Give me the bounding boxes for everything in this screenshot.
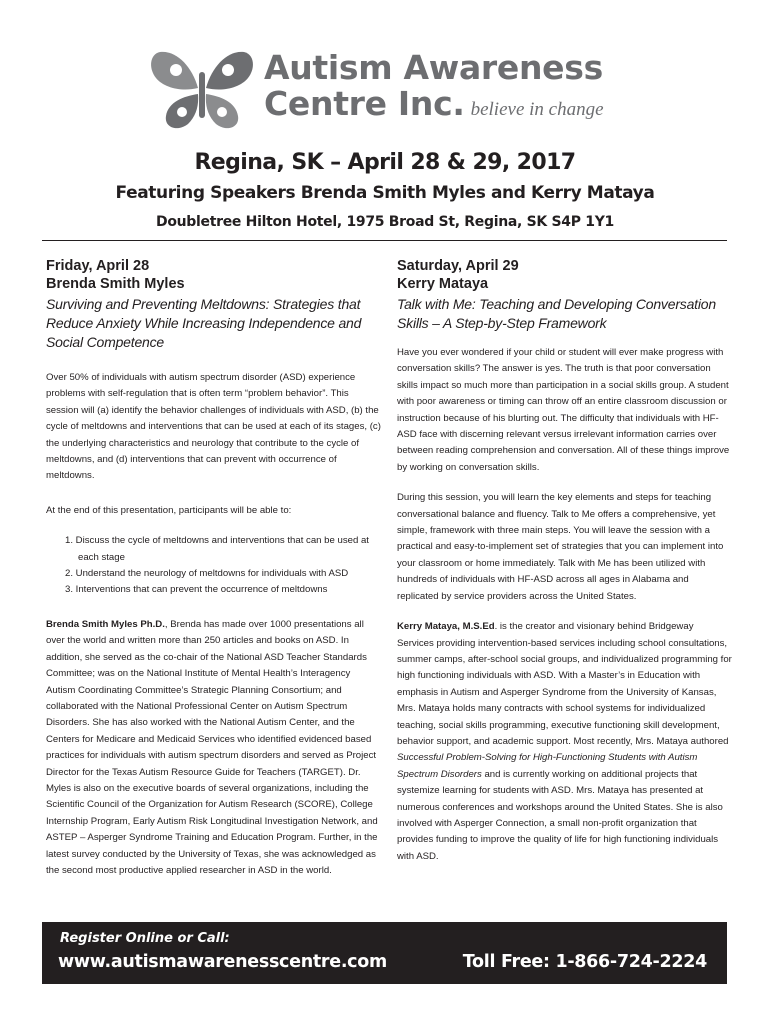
friday-column	[46, 257, 381, 879]
friday-description: Over 50% of individuals with autism spectrum disorder (ASD) experience problems with self-regulation that is often term “problem behavior”. This session will (a) identify the behavior challenges of individuals with ASD, (b) the cycle of meltdowns and interventions that can be used at each of its stages, (c) the underlying characteristics and neurology that contribute to the cycle of meltdowns, and (d) interventions that can prevent with occurrence of meltdowns.	[46, 372, 381, 482]
saturday-bio-book: Successful Problem-Solving for High-Functioning Students with Autism Spectrum Disorders	[397, 752, 698, 780]
saturday-bio-text-1: . is the creator and visionary behind Bridgeway Services providing intervention-based services including school consultations, summer camps, after-school social groups, and individualized programming for high functioning individuals with ASD. With a Master’s in Education with emphasis in Autism and Asperger Syndrome from the University of Kansas, Mrs. Mataya holds many contracts with school systems for individualized teaching, social skills programming, executive functioning skill development, behavior support, and academic support. Most recently, Mrs. Mataya authored	[397, 621, 732, 747]
saturday-column	[397, 257, 732, 865]
logo	[146, 44, 636, 134]
friday-objectives-list	[46, 533, 381, 599]
event-subtitle: Featuring Speakers Brenda Smith Myles and Kerry Mataya	[115, 183, 655, 203]
saturday-date: Saturday, April 29	[397, 258, 519, 274]
butterfly-puzzle-logo-icon	[146, 44, 258, 134]
registration-banner	[42, 922, 727, 984]
objective-item: 3. Interventions that can prevent the occurrence of meltdowns	[65, 584, 328, 596]
saturday-speaker-bio	[397, 619, 732, 865]
saturday-session-info: During this session, you will learn the key elements and steps for teaching conversational balance and fluency. Talk to Me offers a comprehensive, yet simple, framework with three main steps. You will leave the session with a practical and easy-to-implement set of strategies that you can implement into your classroom or home immediately. Talk with Me has been utilized with hundreds of individuals with HF-ASD across all ages in Alabama and replicated by service providers across the United States.	[397, 492, 724, 602]
logo-line1: Autism Awareness	[264, 48, 603, 87]
saturday-session-title: Talk with Me: Teaching and Developing Conversation Skills – A Step-by-Step Framework	[397, 296, 716, 331]
toll-free-phone: Toll Free: 1-866-724-2224	[462, 952, 707, 972]
saturday-description: Have you ever wondered if your child or student will ever make progress with conversation skills? The answer is yes. The truth is that poor conversation skills impact so much more than participation in a social skills group. A student with poor awareness or timing can throw off an entire classroom discussion or instruction because of his blurting out. The difficulty that individuals with HF-ASD face with discerning relevant versus irrelevant information carries over between reading comprehension and conversation. All of these things improve by working on conversation skills.	[397, 347, 730, 473]
saturday-bio-name: Kerry Mataya, M.S.Ed	[397, 621, 495, 633]
objective-item: 1. Discuss the cycle of meltdowns and interventions that can be used at each stage	[65, 535, 369, 563]
register-url-link[interactable]: www.autismawarenesscentre.com	[58, 952, 387, 972]
friday-session-title: Surviving and Preventing Meltdowns: Strategies that Reduce Anxiety While Increasing Independence and Social Competence	[46, 296, 362, 350]
saturday-bio-text-2: and is currently working on additional projects that systemize learning for students with ASD. Mrs. Mataya has presented at numerous conferences and workshops around the United States. She is also involved with Asperger Connection, a small non-profit organization that provides funding to improve the quality of life for high functioning individuals with ASD.	[397, 768, 723, 862]
logo-tagline: believe in change	[470, 99, 604, 120]
register-label: Register Online or Call:	[60, 931, 230, 946]
friday-date: Friday, April 28	[46, 258, 150, 274]
friday-bio-name: Brenda Smith Myles Ph.D.	[46, 618, 165, 630]
friday-speaker-bio	[46, 617, 381, 880]
event-venue: Doubletree Hilton Hotel, 1975 Broad St, Regina, SK S4P 1Y1	[156, 214, 614, 230]
friday-objectives-intro: At the end of this presentation, participants will be able to:	[46, 504, 292, 516]
friday-speaker: Brenda Smith Myles	[46, 276, 185, 292]
logo-line2-text: Centre Inc.	[264, 84, 465, 123]
event-title: Regina, SK – April 28 & 29, 2017	[194, 150, 576, 175]
saturday-speaker: Kerry Mataya	[397, 276, 489, 292]
logo-wordmark	[264, 50, 604, 128]
logo-line2	[264, 86, 604, 128]
objective-item: 2. Understand the neurology of meltdowns for individuals with ASD	[65, 568, 349, 580]
friday-bio-text: , Brenda has made over 1000 presentations all over the world and written more than 250 articles and books on ASD. In addition, she served as the co-chair of the National ASD Teacher Standards Committee; was on the National Institute of Mental Health’s Interagency Autism Coordinating Committee’s Strategic Planning Consortium; and collaborated with the National Professional Center on Autism Spectrum Disorders. She has also worked with the National Autism Center, and the Centers for Medicare and Medicaid Services who identified evidenced based practices for individuals with autism spectrum disorders and served as Project Director for the Texas Autism Resource Guide for Teachers (TARGET). Dr. Myles is also on the executive boards of several organizations, including the Scientific Council of the Organization for Autism Research (SCORE), College Internship Program, Early Autism Risk Longitudinal Investigation Network, and ASTEP – Asperger Syndrome Training and Education Program. Further, in the latest survey conducted by the University of Texas, she was acknowledged as the second most productive applied researcher in ASD in the world.	[46, 618, 378, 876]
header-divider	[42, 240, 727, 241]
